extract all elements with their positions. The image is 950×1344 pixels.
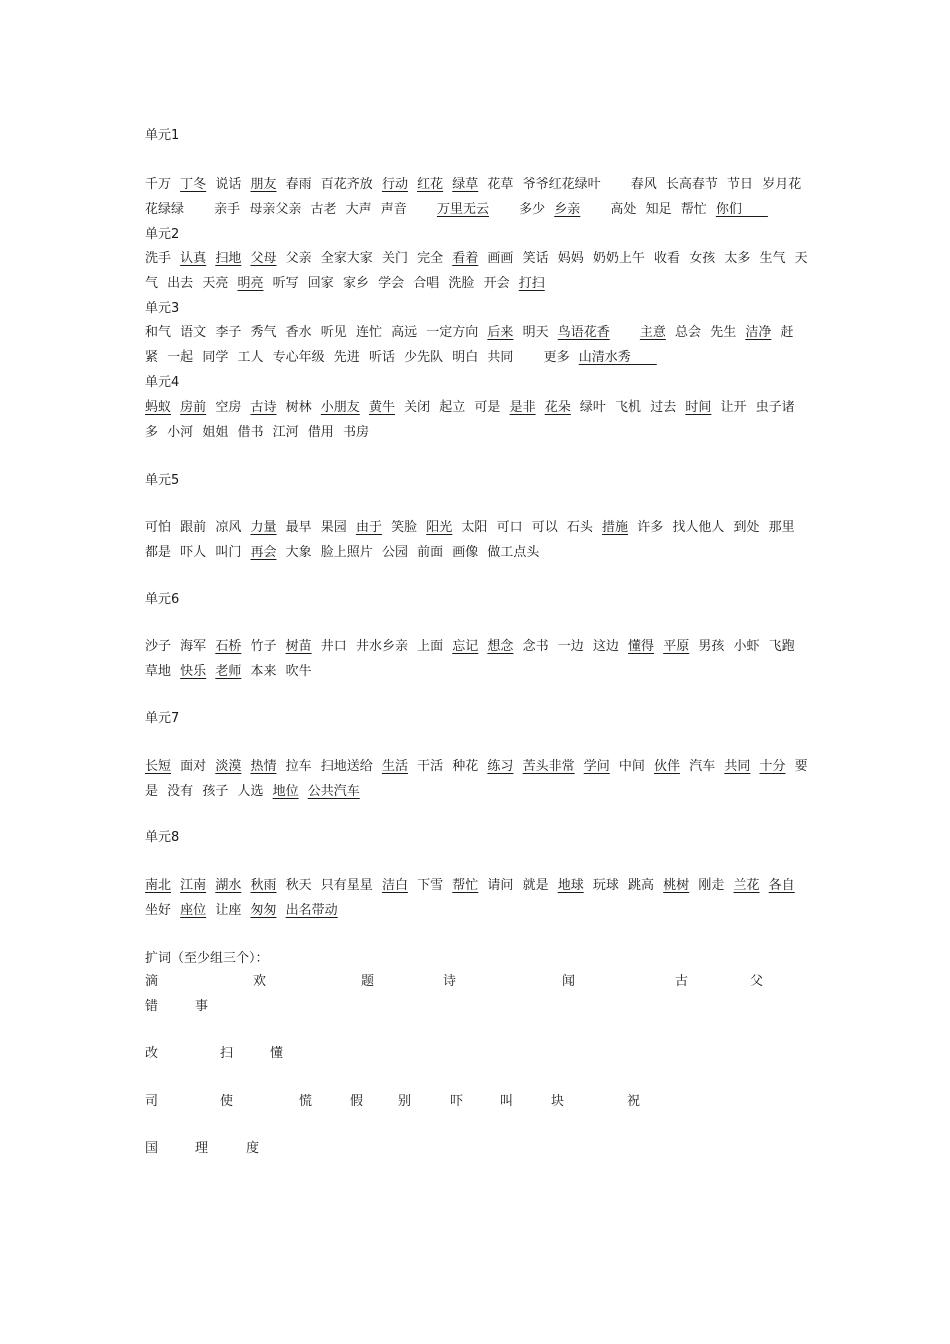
- expand-char: 事: [195, 999, 209, 1014]
- vocab-word: 千万: [145, 177, 172, 192]
- vocab-word: 帮忙: [452, 878, 479, 893]
- vocab-word: 工人: [237, 350, 264, 365]
- vocab-word: 画画: [487, 251, 514, 266]
- vocab-word: 念书: [522, 639, 549, 654]
- vocab-word: 叫门: [215, 545, 242, 560]
- vocab-word: 百花齐放: [320, 177, 373, 192]
- vocab-word: 书房: [342, 425, 369, 440]
- unit-heading: 单元6: [145, 592, 180, 607]
- vocab-word: 画像: [452, 545, 479, 560]
- vocab-word: 石桥: [215, 639, 242, 654]
- vocab-word: 父母: [250, 251, 277, 266]
- unit-words: [145, 515, 810, 565]
- expand-char: 懂: [270, 1046, 284, 1061]
- vocab-word: 春风: [630, 177, 657, 192]
- vocab-word: 高远: [391, 325, 418, 340]
- vocab-word: 学会: [378, 276, 405, 291]
- vocab-word: 匆匆: [250, 903, 277, 918]
- vocab-word: 帮忙: [680, 202, 707, 217]
- vocab-word: 各自: [768, 878, 795, 893]
- vocab-word: 关门: [381, 251, 408, 266]
- vocab-word: 跟前: [180, 520, 207, 535]
- vocab-word: 忘记: [452, 639, 479, 654]
- vocab-word: 虫子诸多: [145, 400, 795, 440]
- vocab-word: 到处: [733, 520, 760, 535]
- vocab-word: 小虾: [733, 639, 760, 654]
- vocab-word: 脸上照片: [320, 545, 373, 560]
- vocab-word: 母亲父亲: [249, 202, 302, 217]
- vocab-word: 大声: [345, 202, 372, 217]
- vocab-word: 明亮: [237, 276, 264, 291]
- vocab-word: 共同: [487, 350, 514, 365]
- vocab-word: 听话: [368, 350, 395, 365]
- vocab-word: 请问: [487, 878, 514, 893]
- vocab-word: 开会: [483, 276, 510, 291]
- vocab-word: 就是: [522, 878, 549, 893]
- vocab-word: 时间: [685, 400, 712, 415]
- vocab-word: 一定方向: [426, 325, 479, 340]
- vocab-word: 高处: [610, 202, 637, 217]
- vocab-word: 古老: [310, 202, 337, 217]
- vocab-word: 拉车: [285, 759, 312, 774]
- vocab-word: 黄牛: [368, 400, 395, 415]
- vocab-word: 井水乡亲: [355, 639, 408, 654]
- expand-char: 假: [350, 1094, 364, 1109]
- unit-heading: 单元4: [145, 375, 180, 390]
- vocab-word: 前面: [417, 545, 444, 560]
- vocab-word: 面对: [180, 759, 207, 774]
- vocab-word: 再会: [250, 545, 277, 560]
- vocab-word: 李子: [215, 325, 242, 340]
- vocab-word: 打扫: [518, 276, 545, 291]
- vocab-word: 蚂蚁: [145, 400, 172, 415]
- vocab-word: 懂得: [628, 639, 655, 654]
- vocab-word: 绿叶: [579, 400, 606, 415]
- vocab-word: 让开: [720, 400, 747, 415]
- vocab-word: 出名带动: [285, 903, 338, 918]
- vocab-word: 出去: [167, 276, 194, 291]
- vocab-word: 吓人: [180, 545, 207, 560]
- vocab-word: 秋雨: [250, 878, 277, 893]
- unit-words: [145, 395, 810, 445]
- vocab-word: 家乡: [342, 276, 369, 291]
- vocab-word: 起立: [439, 400, 466, 415]
- vocab-word: 一边: [557, 639, 584, 654]
- vocab-word: 许多: [637, 520, 664, 535]
- expand-char: 慌: [299, 1094, 313, 1109]
- vocab-word: 大象: [285, 545, 312, 560]
- unit-words: [145, 873, 810, 923]
- vocab-word: 沙子: [145, 639, 172, 654]
- vocab-word: 刚走: [698, 878, 725, 893]
- expand-char: 古: [675, 974, 689, 989]
- vocab-word: 山清水秀: [578, 350, 657, 365]
- vocab-word: 扫地送给: [320, 759, 373, 774]
- vocab-word: 连忙: [355, 325, 382, 340]
- expand-char: 吓: [450, 1094, 464, 1109]
- vocab-word: 草地: [145, 664, 172, 679]
- vocab-word: 洁白: [381, 878, 408, 893]
- vocab-word: 花草: [487, 177, 514, 192]
- vocab-word: 天气: [145, 251, 808, 291]
- unit-words: [145, 320, 810, 370]
- unit-words: [145, 246, 810, 296]
- vocab-word: 亲手: [214, 202, 241, 217]
- vocab-word: 看着: [452, 251, 479, 266]
- vocab-word: 生气: [759, 251, 786, 266]
- vocab-word: 洗脸: [448, 276, 475, 291]
- expand-char: 欢: [253, 974, 267, 989]
- vocab-word: 凉风: [215, 520, 242, 535]
- expand-char: 父: [750, 974, 764, 989]
- vocab-word: 洗手: [145, 251, 172, 266]
- vocab-word: 平原: [663, 639, 690, 654]
- vocab-word: 是非: [509, 400, 536, 415]
- expand-char: 司: [145, 1094, 159, 1109]
- vocab-word: 爷爷红花绿叶: [522, 177, 601, 192]
- expand-char: 闻: [562, 974, 576, 989]
- vocab-word: 练习: [487, 759, 514, 774]
- vocab-word: 香水: [285, 325, 312, 340]
- vocab-word: 更多: [543, 350, 570, 365]
- vocab-word: 人选: [237, 784, 264, 799]
- vocab-word: 女孩: [689, 251, 716, 266]
- vocab-word: 飞机: [615, 400, 642, 415]
- vocab-word: 种花: [452, 759, 479, 774]
- unit-heading: 单元8: [145, 830, 180, 845]
- vocab-word: 树苗: [285, 639, 312, 654]
- unit-heading: 单元2: [145, 227, 180, 242]
- vocab-word: 总会: [675, 325, 702, 340]
- vocab-word: 江河: [272, 425, 299, 440]
- vocab-word: 乡亲: [554, 202, 581, 217]
- vocab-word: 桃树: [663, 878, 690, 893]
- vocab-word: 专心年级: [272, 350, 325, 365]
- vocab-word: 坐好: [145, 903, 172, 918]
- vocab-word: 丁冬: [180, 177, 207, 192]
- vocab-word: 明天: [522, 325, 549, 340]
- vocab-word: 可以: [531, 520, 558, 535]
- vocab-word: 生活: [381, 759, 408, 774]
- unit-words: [145, 172, 810, 222]
- vocab-word: 江南: [180, 878, 207, 893]
- vocab-word: 主意: [639, 325, 666, 340]
- vocab-word: 奶奶上午: [592, 251, 645, 266]
- unit-heading: 单元1: [145, 128, 180, 143]
- vocab-word: 古诗: [250, 400, 277, 415]
- vocab-word: 小河: [167, 425, 194, 440]
- expand-char: 改: [145, 1046, 159, 1061]
- vocab-word: 可是: [474, 400, 501, 415]
- unit-heading: 单元5: [145, 473, 180, 488]
- vocab-word: 中间: [618, 759, 645, 774]
- vocab-word: 后来: [487, 325, 514, 340]
- vocab-word: 兰花: [733, 878, 760, 893]
- vocab-word: 你们: [715, 202, 768, 217]
- expand-char: 理: [195, 1141, 209, 1156]
- vocab-word: 完全: [417, 251, 444, 266]
- vocab-word: 岁月花花绿绿: [145, 177, 802, 217]
- vocab-word: 只有星星: [320, 878, 373, 893]
- vocab-word: 竹子: [250, 639, 277, 654]
- vocab-word: 秀气: [250, 325, 277, 340]
- vocab-word: 快乐: [180, 664, 207, 679]
- vocab-word: 阳光: [426, 520, 453, 535]
- vocab-word: 朋友: [250, 177, 277, 192]
- vocab-word: 南北: [145, 878, 172, 893]
- vocab-word: 少先队: [404, 350, 444, 365]
- vocab-word: 和气: [145, 325, 172, 340]
- vocab-word: 合唱: [413, 276, 440, 291]
- vocab-word: 行动: [381, 177, 408, 192]
- vocab-word: 同学: [202, 350, 229, 365]
- vocab-word: 十分: [759, 759, 786, 774]
- vocab-word: 井口: [320, 639, 347, 654]
- vocab-word: 红花: [417, 177, 444, 192]
- vocab-word: 吹牛: [285, 664, 312, 679]
- vocab-word: 共同: [724, 759, 751, 774]
- vocab-word: 那里: [768, 520, 795, 535]
- vocab-word: 鸟语花香: [557, 325, 610, 340]
- vocab-word: 做工点头: [487, 545, 540, 560]
- vocab-word: 淡漠: [215, 759, 242, 774]
- vocab-word: 房前: [180, 400, 207, 415]
- vocab-word: 先生: [710, 325, 737, 340]
- expand-char: 诗: [443, 974, 457, 989]
- vocab-word: 声音: [380, 202, 407, 217]
- expand-char: 叫: [500, 1094, 514, 1109]
- vocab-word: 听写: [272, 276, 299, 291]
- vocab-word: 语文: [180, 325, 207, 340]
- vocab-word: 多少: [519, 202, 546, 217]
- unit-heading: 单元7: [145, 711, 180, 726]
- expand-char: 使: [220, 1094, 234, 1109]
- vocab-word: 笑脸: [391, 520, 418, 535]
- vocab-word: 绿草: [452, 177, 479, 192]
- vocab-word: 赶紧: [145, 325, 794, 365]
- vocab-word: 没有: [167, 784, 194, 799]
- vocab-word: 石头: [566, 520, 593, 535]
- expand-char: 祝: [627, 1094, 641, 1109]
- vocab-word: 天亮: [202, 276, 229, 291]
- vocab-word: 男孩: [698, 639, 725, 654]
- vocab-word: 可怕: [145, 520, 172, 535]
- vocab-word: 力量: [250, 520, 277, 535]
- vocab-word: 都是: [145, 545, 172, 560]
- vocab-word: 湖水: [215, 878, 242, 893]
- expand-char: 度: [246, 1141, 260, 1156]
- vocab-word: 关闭: [404, 400, 431, 415]
- vocab-word: 公共汽车: [307, 784, 360, 799]
- expand-title: 扩词（至少组三个）：: [145, 951, 269, 966]
- unit-words: [145, 634, 810, 684]
- vocab-word: 苦头非常: [522, 759, 575, 774]
- vocab-word: 节日: [727, 177, 754, 192]
- vocab-word: 空房: [215, 400, 242, 415]
- vocab-word: 知足: [645, 202, 672, 217]
- vocab-word: 过去: [650, 400, 677, 415]
- vocab-word: 万里无云: [436, 202, 489, 217]
- vocab-word: 汽车: [689, 759, 716, 774]
- expand-char: 别: [398, 1094, 412, 1109]
- vocab-word: 要是: [145, 759, 808, 799]
- vocab-word: 热情: [250, 759, 277, 774]
- vocab-word: 太阳: [461, 520, 488, 535]
- vocab-word: 一起: [167, 350, 194, 365]
- vocab-word: 父亲: [285, 251, 312, 266]
- expand-char: 扫: [220, 1046, 234, 1061]
- vocab-word: 玩球: [592, 878, 619, 893]
- vocab-word: 长高春节: [665, 177, 718, 192]
- expand-char: 块: [551, 1094, 565, 1109]
- vocab-word: 妈妈: [557, 251, 584, 266]
- vocab-word: 飞跑: [768, 639, 795, 654]
- vocab-word: 姐姐: [202, 425, 229, 440]
- vocab-word: 笑话: [522, 251, 549, 266]
- vocab-word: 听见: [320, 325, 347, 340]
- vocab-word: 措施: [602, 520, 629, 535]
- vocab-word: 本来: [250, 664, 277, 679]
- vocab-word: 找人他人: [672, 520, 725, 535]
- vocab-word: 借书: [237, 425, 264, 440]
- vocab-word: 长短: [145, 759, 172, 774]
- vocab-word: 地位: [272, 784, 299, 799]
- unit-words: [145, 754, 810, 804]
- vocab-word: 孩子: [202, 784, 229, 799]
- vocab-word: 学问: [583, 759, 610, 774]
- vocab-word: 回家: [307, 276, 334, 291]
- vocab-word: 伙伴: [654, 759, 681, 774]
- vocab-word: 老师: [215, 664, 242, 679]
- vocab-word: 跳高: [628, 878, 655, 893]
- vocab-word: 海军: [180, 639, 207, 654]
- vocab-word: 树林: [285, 400, 312, 415]
- vocab-word: 座位: [180, 903, 207, 918]
- vocab-word: 花朵: [544, 400, 571, 415]
- expand-char: 题: [361, 974, 375, 989]
- expand-char: 滴: [145, 974, 159, 989]
- vocab-word: 这边: [592, 639, 619, 654]
- vocab-word: 收看: [654, 251, 681, 266]
- vocab-word: 上面: [417, 639, 444, 654]
- vocab-word: 明白: [452, 350, 479, 365]
- expand-char: 错: [145, 999, 159, 1014]
- vocab-word: 秋天: [285, 878, 312, 893]
- vocab-word: 干活: [417, 759, 444, 774]
- vocab-word: 最早: [285, 520, 312, 535]
- vocab-word: 公园: [381, 545, 408, 560]
- vocab-word: 可口: [496, 520, 523, 535]
- vocab-word: 认真: [180, 251, 207, 266]
- vocab-word: 下雪: [417, 878, 444, 893]
- unit-heading: 单元3: [145, 301, 180, 316]
- vocab-word: 太多: [724, 251, 751, 266]
- vocab-word: 小朋友: [320, 400, 360, 415]
- vocab-word: 春雨: [285, 177, 312, 192]
- expand-char: 国: [145, 1141, 159, 1156]
- vocab-word: 想念: [487, 639, 514, 654]
- vocab-word: 地球: [557, 878, 584, 893]
- vocab-word: 洁净: [745, 325, 772, 340]
- vocab-word: 借用: [307, 425, 334, 440]
- vocab-word: 让座: [215, 903, 242, 918]
- vocab-word: 由于: [355, 520, 382, 535]
- vocab-word: 先进: [333, 350, 360, 365]
- vocab-word: 扫地: [215, 251, 242, 266]
- vocab-word: 果园: [320, 520, 347, 535]
- vocab-word: 全家大家: [320, 251, 373, 266]
- vocab-word: 说话: [215, 177, 242, 192]
